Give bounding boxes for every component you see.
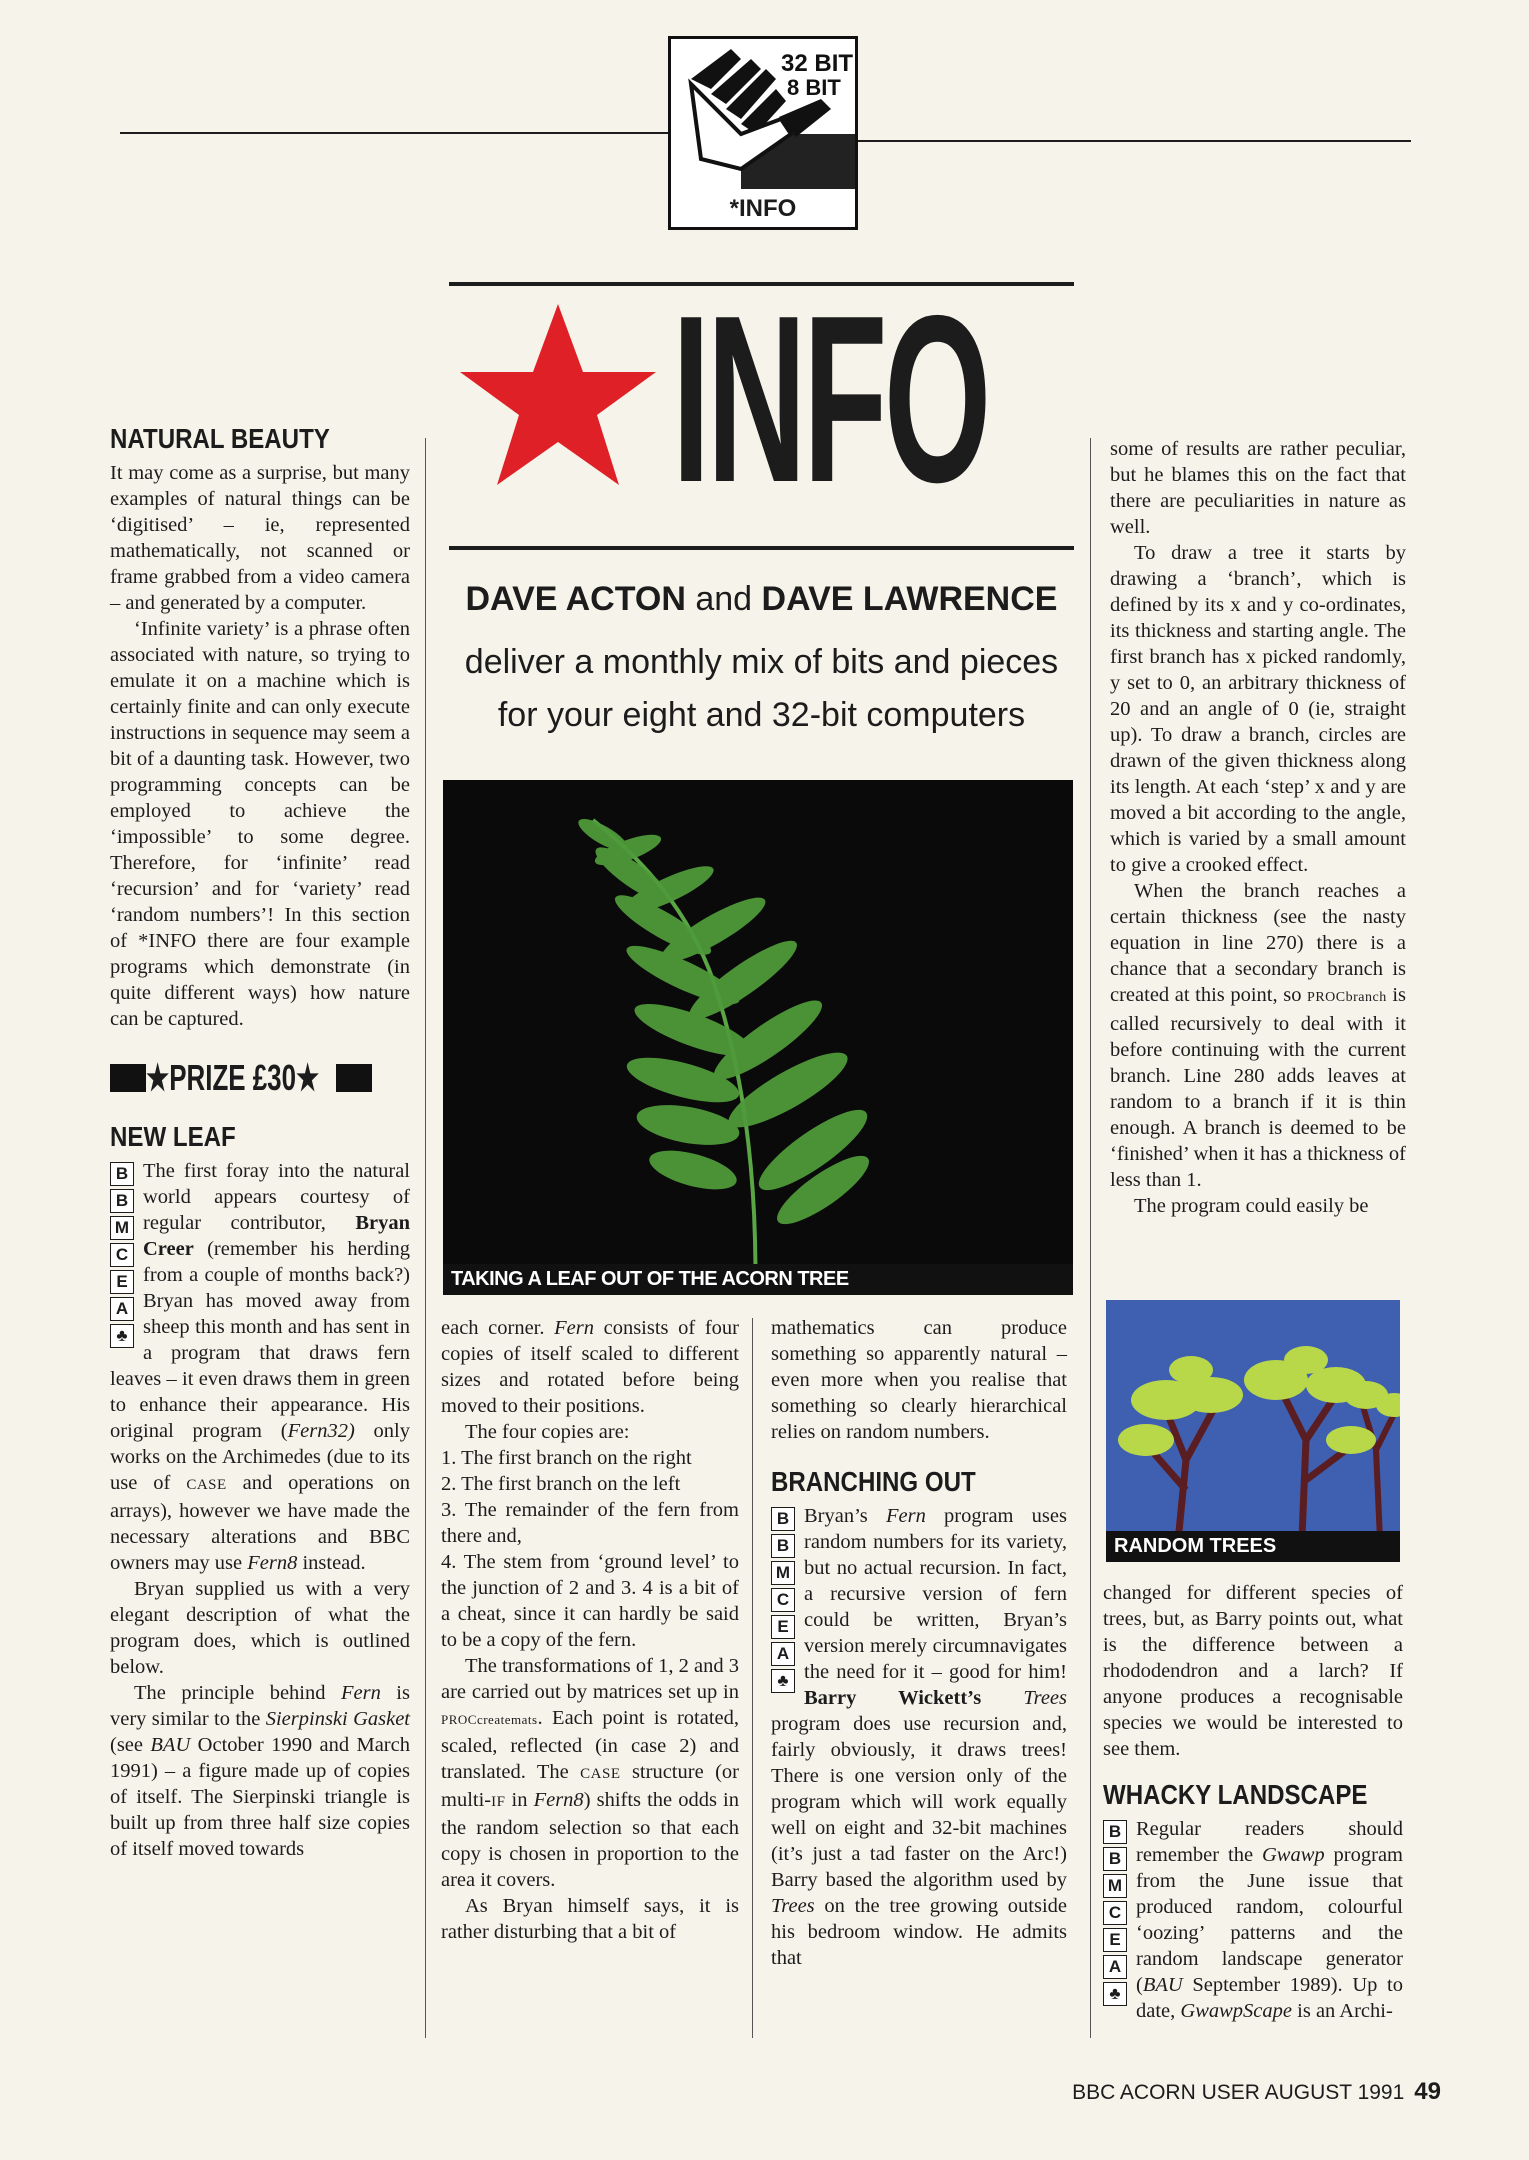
column-rule-2 bbox=[752, 1318, 753, 2038]
text: (see bbox=[110, 1734, 151, 1756]
fern-caption: TAKING A LEAF OUT OF THE ACORN TREE bbox=[443, 1264, 1073, 1295]
trees-caption: RANDOM TREES bbox=[1106, 1531, 1400, 1562]
program-name: Trees bbox=[1023, 1687, 1068, 1709]
magazine-name: BAU bbox=[1142, 1974, 1183, 1996]
prize-block-left bbox=[110, 1064, 146, 1092]
program-name: Fern bbox=[554, 1317, 594, 1339]
badge-archimedes-icon: ♣ bbox=[1103, 1982, 1127, 2006]
column-4 bbox=[1110, 436, 1406, 1219]
program-name: Fern bbox=[885, 1505, 926, 1527]
byline bbox=[449, 580, 1074, 619]
hand-icon bbox=[671, 39, 855, 189]
text: Bryan’s bbox=[804, 1505, 886, 1527]
col1-paragraph-5 bbox=[110, 1680, 410, 1862]
badge-a: A bbox=[110, 1297, 134, 1321]
col1-paragraph-1: It may come as a surprise, but many examples of natural things can be ‘digitised’ – ie, represented mathematically, not scanned or frame grabbed from a video camera – and generated by a computer. bbox=[110, 462, 410, 614]
program-name: Fern8 bbox=[533, 1789, 584, 1811]
col2-paragraph-2: The four copies are: bbox=[465, 1421, 630, 1443]
badge-m: M bbox=[771, 1561, 795, 1585]
program-name: GwawpScape bbox=[1180, 2000, 1293, 2022]
col1-paragraph-3 bbox=[110, 1158, 410, 1576]
badge-m: M bbox=[110, 1216, 134, 1240]
text: The first foray into the natural world appears courtesy of regular contributor, bbox=[143, 1160, 410, 1234]
random-trees-image bbox=[1106, 1300, 1400, 1562]
text: program from the June issue that produced random, colourful ‘oozing’ patterns and the random landscape generator ( bbox=[1136, 1844, 1404, 1996]
page-number: 49 bbox=[1414, 2078, 1441, 2105]
program-name: Gwawp bbox=[1261, 1844, 1325, 1866]
program-name: Fern8 bbox=[247, 1552, 298, 1574]
badge-b-plus: B bbox=[110, 1189, 134, 1213]
program-name: Fern32) bbox=[287, 1420, 355, 1442]
text: only works on the Archimedes (due to its use of bbox=[110, 1420, 410, 1494]
machine-badges-1 bbox=[110, 1162, 135, 1351]
top-rule-right bbox=[858, 140, 1411, 142]
badge-b: B bbox=[771, 1507, 795, 1531]
text: is called recursively to deal with it before continuing with the current branch. Line 280 adds leaves at random to a branch if it is thin enough. A branch is deemed to be ‘finished’ when it has a thickness of less than 1. bbox=[1110, 984, 1406, 1191]
col2-list-3: 3. The remainder of the fern from there and, bbox=[441, 1499, 739, 1547]
text: When the branch reaches a certain thickness (see the nasty equation in line 270) there is a chance that a secondary branch is created at this point, so bbox=[1110, 880, 1406, 1006]
col4-paragraph-3 bbox=[1110, 878, 1406, 1193]
badge-m: M bbox=[1103, 1874, 1127, 1898]
col3-paragraph-1: mathematics can produce something so apparently natural – even more when you realise that something so clearly hierarchical relies on random numbers. bbox=[771, 1317, 1067, 1443]
program-name: Trees bbox=[771, 1895, 815, 1917]
author-name: Bryan Creer bbox=[143, 1212, 410, 1260]
column-rule-1 bbox=[425, 438, 426, 2038]
author-name: Barry Wickett’s bbox=[804, 1687, 982, 1709]
heading-whacky-landscape: WHACKY LANDSCAPE bbox=[1103, 1779, 1368, 1810]
text: is an Archi- bbox=[1292, 2000, 1393, 2022]
text: on the tree growing outside his bedroom window. He admits that bbox=[771, 1895, 1067, 1969]
column-2 bbox=[441, 1315, 739, 1945]
badge-c: C bbox=[1103, 1901, 1127, 1925]
text bbox=[981, 1687, 1023, 1709]
text: September 1989). Up to date, bbox=[1136, 1974, 1403, 2022]
text: in bbox=[505, 1789, 534, 1811]
col4-paragraph-5: changed for different species of trees, but, as Barry points out, what is the difference between a rhododendron and a larch? If anyone produces a recognisable species we would be interested to see them. bbox=[1103, 1582, 1403, 1760]
text: instead. bbox=[297, 1552, 366, 1574]
prize-block-right bbox=[336, 1064, 372, 1092]
fern-image bbox=[443, 780, 1073, 1295]
fern-icon bbox=[443, 780, 1073, 1295]
badge-archimedes-icon: ♣ bbox=[110, 1324, 134, 1348]
program-name: Fern bbox=[340, 1682, 381, 1704]
page-footer bbox=[1072, 2078, 1441, 2106]
badge-e: E bbox=[110, 1270, 134, 1294]
subtitle-line-1: deliver a monthly mix of bits and pieces bbox=[464, 643, 1059, 681]
text: (remember his herding from a couple of months back?) Bryan has moved away from sheep this month and has sent in a program that draws fern leaves – it even draws them in green to enhance their appearance. His original program ( bbox=[110, 1238, 410, 1442]
masthead-title: INFO bbox=[672, 267, 988, 532]
col1-paragraph-4: Bryan supplied us with a very elegant description of what the program does, which is outlined below. bbox=[110, 1578, 410, 1678]
text: ) shifts the odds in the random selection so that each copy is chosen in proportion to the area it covers. bbox=[441, 1789, 739, 1891]
logo-label: *INFO bbox=[729, 195, 797, 222]
text: The transformations of 1, 2 and 3 are carried out by matrices set up in bbox=[441, 1655, 739, 1703]
prize-label: ★PRIZE £30★ bbox=[146, 1057, 320, 1098]
logo-32bit: 32 BIT bbox=[781, 50, 854, 77]
heading-branching-out: BRANCHING OUT bbox=[771, 1466, 976, 1497]
machine-badges-3 bbox=[1103, 1820, 1128, 2009]
red-star-icon bbox=[458, 300, 658, 490]
keyword: CASE bbox=[186, 1477, 227, 1493]
prize-banner bbox=[110, 1058, 410, 1098]
column-rule-3 bbox=[1090, 438, 1091, 2038]
badge-b-plus: B bbox=[771, 1534, 795, 1558]
title: Sierpinski Gasket bbox=[265, 1708, 410, 1730]
column-4-lower bbox=[1103, 1580, 1403, 2024]
keyword: CASE bbox=[580, 1766, 621, 1782]
badge-e: E bbox=[1103, 1928, 1127, 1952]
col4-paragraph-1: some of results are rather peculiar, but he blames this on the fact that there are peculiarities in nature as well. bbox=[1110, 438, 1406, 538]
procedure-name: PROCbranch bbox=[1307, 990, 1387, 1005]
col1-paragraph-2: ‘Infinite variety’ is a phrase often associated with nature, so trying to emulate it on a machine which is certainly finite and can only execute instructions in sequence may seem a bit of a daunting task. However, two programming concepts can be employed to achieve the ‘impossible’ to some degree. Therefore, for ‘infinite’ read ‘recursion’ and for ‘variety’ read ‘random numbers’! In this section of *INFO there are four example programs which demonstrate (in quite different ways) how nature can be captured. bbox=[110, 618, 410, 1030]
col4-paragraph-6 bbox=[1103, 1816, 1403, 2024]
masthead-rule-bottom bbox=[449, 546, 1074, 550]
col2-paragraph-3 bbox=[441, 1653, 739, 1893]
trees-icon bbox=[1106, 1300, 1400, 1562]
text: program does use recursion and, fairly obviously, it draws trees! There is one version only of the program which will work equally well on eight and 32-bit machines (it’s just a tad faster on the Arc!) Barry based the algorithm used by bbox=[771, 1713, 1067, 1891]
author-1: DAVE ACTON bbox=[465, 580, 686, 618]
text: each corner. bbox=[441, 1317, 555, 1339]
top-rule-left bbox=[120, 132, 668, 134]
subtitle-line-2: for your eight and 32-bit computers bbox=[497, 696, 1026, 734]
badge-b: B bbox=[110, 1162, 134, 1186]
keyword: IF bbox=[491, 1794, 506, 1810]
footer-magazine: BBC ACORN USER AUGUST 1991 bbox=[1072, 2081, 1405, 2104]
text: October 1990 and March 1991) – a figure made up of copies of itself. The Sierpinski triangle is built up from three half size copies of itself moved towards bbox=[110, 1734, 410, 1860]
text: The principle behind bbox=[134, 1682, 341, 1704]
magazine-name: BAU bbox=[150, 1734, 191, 1756]
text: and operations on arrays), however we have made the necessary alterations and BBC owners may use bbox=[110, 1472, 410, 1574]
badge-e: E bbox=[771, 1615, 795, 1639]
badge-c: C bbox=[771, 1588, 795, 1612]
badge-a: A bbox=[771, 1642, 795, 1666]
author-2: DAVE LAWRENCE bbox=[761, 580, 1058, 618]
procedure-name: PROCcreatemats bbox=[441, 1712, 538, 1727]
col4-paragraph-2: To draw a tree it starts by drawing a ‘branch’, which is defined by its x and y co-ordinates, its thickness and starting angle. The first branch has x picked randomly, y set to 0, an arbitrary thickness of 20 and an angle of 0 (ie, straight up). To draw a branch, circles are drawn of the given thickness along its length. At each ‘step’ x and y are moved a bit according to the angle, which is varied by a small amount to give a crooked effect. bbox=[1110, 542, 1406, 876]
col2-list-1: 1. The first branch on the right bbox=[441, 1447, 692, 1469]
info-logo bbox=[668, 36, 858, 230]
heading-new-leaf: NEW LEAF bbox=[110, 1121, 236, 1152]
text: structure (or multi- bbox=[441, 1761, 739, 1811]
badge-c: C bbox=[110, 1243, 134, 1267]
badge-b-plus: B bbox=[1103, 1847, 1127, 1871]
column-3 bbox=[771, 1315, 1067, 1971]
col2-list-4: 4. The stem from ‘ground level’ to the junction of 2 and 3. 4 is a bit of a cheat, since it can hardly be said to be a copy of the fern. bbox=[441, 1551, 739, 1651]
badge-b: B bbox=[1103, 1820, 1127, 1844]
heading-natural-beauty: NATURAL BEAUTY bbox=[110, 423, 330, 454]
badge-archimedes-icon: ♣ bbox=[771, 1669, 795, 1693]
col2-paragraph-1 bbox=[441, 1315, 739, 1419]
logo-8bit: 8 BIT bbox=[787, 75, 841, 100]
col4-paragraph-4: The program could easily be bbox=[1134, 1195, 1369, 1217]
text: consists of four copies of itself scaled to different sizes and rotated before being moved to their positions. bbox=[441, 1317, 739, 1417]
text: Regular readers should remember the bbox=[1136, 1818, 1403, 1866]
col3-paragraph-2 bbox=[771, 1503, 1067, 1971]
text: . Each point is rotated, scaled, reflected (in case 2) and translated. The bbox=[441, 1707, 739, 1783]
column-1 bbox=[110, 422, 410, 1862]
text: is very similar to the bbox=[110, 1682, 410, 1730]
byline-and: and bbox=[695, 580, 753, 618]
machine-badges-2 bbox=[771, 1507, 796, 1696]
col2-list-2: 2. The first branch on the left bbox=[441, 1473, 681, 1495]
text: program uses random numbers for its variety, but no actual recursion. In fact, a recursive version of fern could be written, Bryan’s version merely circumnavigates the need for it – good for him! bbox=[804, 1505, 1067, 1683]
subtitle bbox=[449, 636, 1074, 742]
badge-a: A bbox=[1103, 1955, 1127, 1979]
col2-paragraph-4: As Bryan himself says, it is rather disturbing that a bit of bbox=[441, 1895, 739, 1943]
